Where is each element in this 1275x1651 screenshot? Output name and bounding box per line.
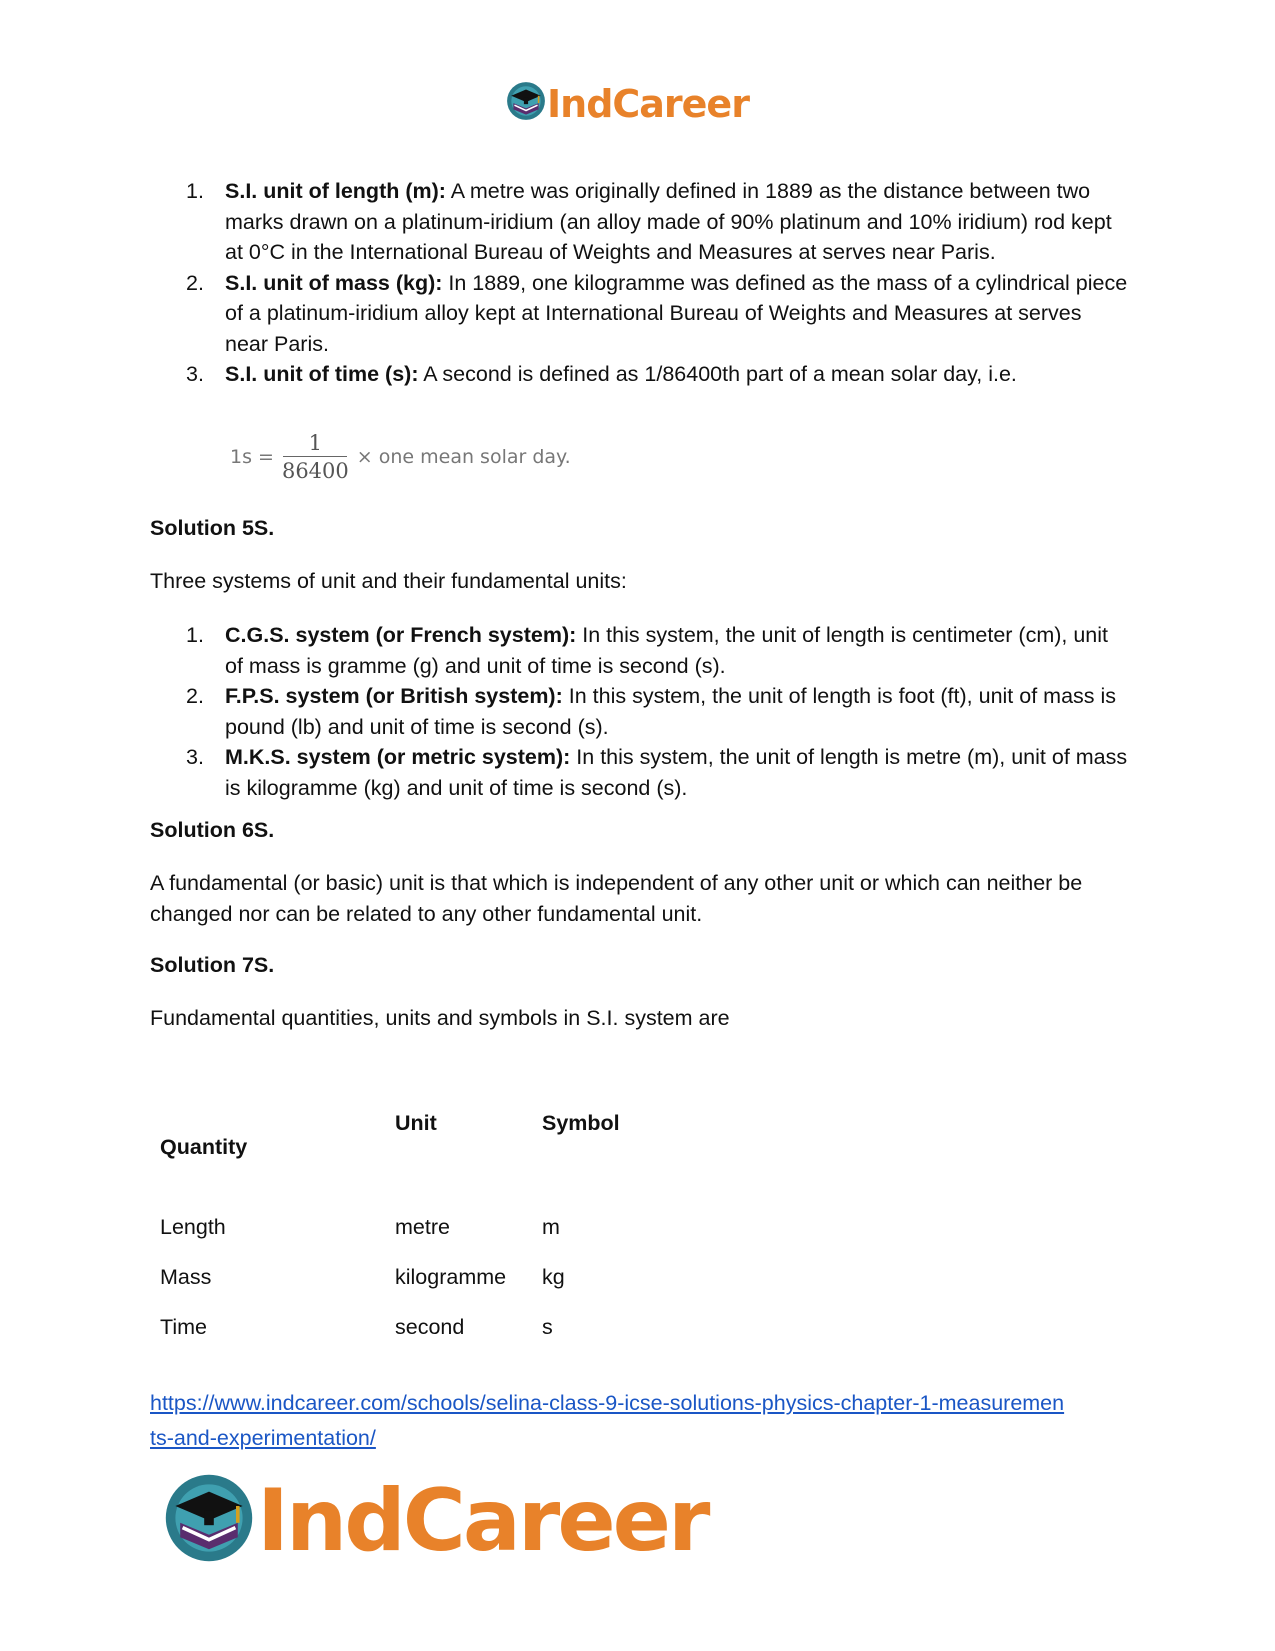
list-item-title: S.I. unit of mass (kg): bbox=[225, 270, 443, 295]
cell-quantity: Mass bbox=[160, 1265, 212, 1289]
graduation-cap-book-icon bbox=[161, 1470, 257, 1571]
cell-unit: metre bbox=[395, 1215, 450, 1239]
graduation-cap-book-icon bbox=[505, 80, 547, 127]
solution-7-heading: Solution 7S. bbox=[150, 953, 275, 977]
list-number: 2. bbox=[186, 684, 204, 708]
solution-6-text: A fundamental (or basic) unit is that which is independent of any other unit or which can neither be changed nor can be related to any other fundamental unit. bbox=[150, 871, 1083, 926]
unit-systems-list bbox=[150, 620, 1130, 803]
list-item-text: A second is defined as 1/86400th part of a mean solar day, i.e. bbox=[418, 362, 1017, 386]
table-row bbox=[150, 1262, 662, 1312]
source-link-line-2[interactable]: ts-and-experimentation/ bbox=[150, 1426, 376, 1450]
formula-rhs: × one mean solar day. bbox=[356, 446, 571, 469]
cell-unit: second bbox=[395, 1315, 465, 1339]
list-number: 1. bbox=[186, 623, 204, 647]
cell-unit: kilogramme bbox=[395, 1265, 507, 1289]
cell-quantity: Length bbox=[160, 1215, 226, 1239]
list-item-title: S.I. unit of time (s): bbox=[225, 362, 419, 386]
list-item-title: C.G.S. system (or French system): bbox=[225, 623, 577, 647]
list-item-text: A metre was originally defined in 1889 as the distance between two marks drawn on a platinum-iridium (an alloy made of 90% platinum and 10% iridium) rod kept at 0°C in the International Bureau of Weights and Measures at serves near Paris. bbox=[225, 179, 1112, 264]
list-number: 2. bbox=[186, 270, 204, 295]
source-link-line-1[interactable]: https://www.indcareer.com/schools/selina-class-9-icse-solutions-physics-chapter-1-measuremen bbox=[150, 1391, 1065, 1415]
list-number: 1. bbox=[186, 179, 204, 203]
cell-symbol: s bbox=[542, 1315, 553, 1339]
list-item-text: In this system, the unit of length is centimeter (cm), unit of mass is gramme (g) and unit of time is second (s). bbox=[225, 623, 1109, 678]
si-quantities-table bbox=[150, 1108, 662, 1352]
formula-numerator: 1 bbox=[308, 431, 323, 455]
cell-symbol: kg bbox=[542, 1265, 565, 1289]
list-item-title: S.I. unit of length (m): bbox=[225, 179, 446, 203]
list-item-text: In 1889, one kilogramme was defined as the mass of a cylindrical piece of a platinum-iridium alloy kept at International Bureau of Weights and Measures at serves near Paris. bbox=[225, 270, 1128, 356]
list-item bbox=[150, 742, 1130, 803]
formula-denominator: 86400 bbox=[281, 459, 349, 483]
formula-fraction bbox=[282, 430, 349, 485]
list-item bbox=[150, 620, 1130, 681]
si-units-list bbox=[150, 176, 1130, 390]
list-item-text: In this system, the unit of length is foot (ft), unit of mass is pound (lb) and unit of time is second (s). bbox=[225, 684, 1117, 739]
list-item-title: M.K.S. system (or metric system): bbox=[225, 745, 571, 769]
list-number: 3. bbox=[186, 745, 204, 769]
solution-7-intro: Fundamental quantities, units and symbols in S.I. system are bbox=[150, 1006, 730, 1030]
cell-symbol: m bbox=[542, 1215, 560, 1239]
table-row bbox=[150, 1312, 662, 1352]
list-item-text: In this system, the unit of length is metre (m), unit of mass is kilogramme (kg) and unit of time is second (s). bbox=[225, 745, 1128, 800]
header-symbol: Symbol bbox=[542, 1111, 620, 1135]
header-quantity: Quantity bbox=[160, 1135, 248, 1159]
table-row bbox=[150, 1206, 662, 1262]
solution-5-intro: Three systems of unit and their fundamental units: bbox=[150, 569, 627, 593]
header-unit: Unit bbox=[395, 1111, 437, 1135]
solution-6-heading: Solution 6S. bbox=[150, 818, 275, 842]
list-item bbox=[150, 176, 1130, 268]
list-item bbox=[150, 268, 1130, 360]
footer-logo-text: IndCareer bbox=[257, 1470, 708, 1571]
header-logo bbox=[505, 80, 749, 127]
list-item bbox=[150, 359, 1130, 390]
second-definition-formula bbox=[230, 430, 571, 485]
formula-lhs: 1s = bbox=[230, 446, 274, 469]
footer-logo bbox=[161, 1470, 707, 1571]
list-item-title: F.P.S. system (or British system): bbox=[225, 684, 563, 708]
solution-5-heading: Solution 5S. bbox=[150, 516, 275, 540]
source-link[interactable] bbox=[150, 1386, 1064, 1456]
list-item bbox=[150, 681, 1130, 742]
table-header-row bbox=[150, 1108, 662, 1206]
header-logo-text: IndCareer bbox=[547, 81, 749, 126]
list-number: 3. bbox=[186, 362, 204, 386]
cell-quantity: Time bbox=[160, 1315, 207, 1339]
